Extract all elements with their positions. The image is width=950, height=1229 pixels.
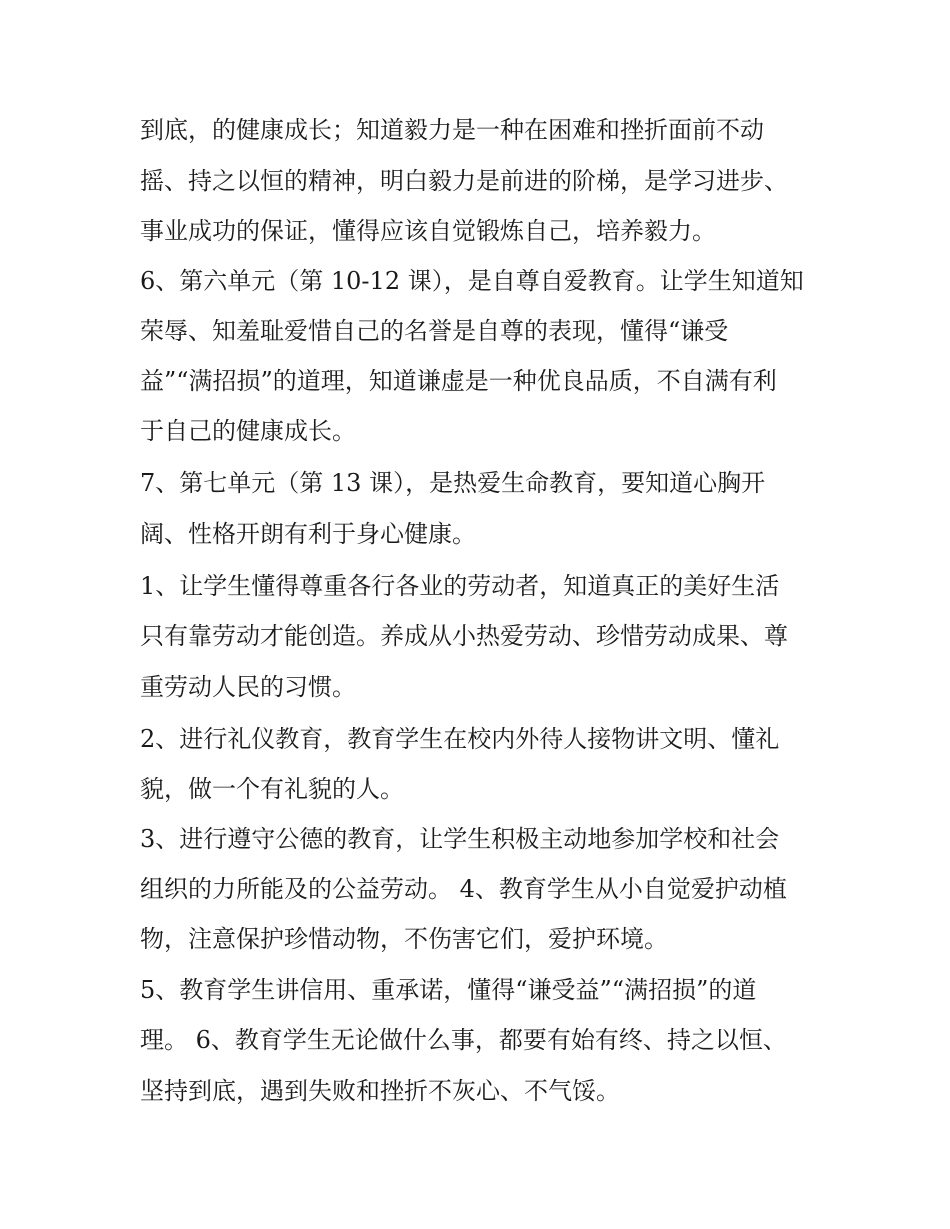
text-line: 荣辱、知羞耻爱惜自己的名誉是自尊的表现，懂得“谦受 xyxy=(140,317,729,345)
text-line: 事业成功的保证，懂得应该自觉锻炼自己，培养毅力。 xyxy=(140,217,716,245)
text-line: 于自己的健康成长。 xyxy=(140,417,356,445)
text-line: 7、第七单元（第 13 课），是热爱生命教育，要知道心胸开 xyxy=(140,469,766,497)
text-line: 2、进行礼仪教育，教育学生在校内外待人接物讲文明、懂礼 xyxy=(140,725,780,753)
text-line: 摇、持之以恒的精神，明白毅力是前进的阶梯，是学习进步、 xyxy=(140,167,788,195)
text-line: 理。 6、教育学生无论做什么事，都要有始有终、持之以恒、 xyxy=(140,1026,787,1054)
text-line: 6、第六单元（第 10-12 课），是自尊自爱教育。让学生知道知 xyxy=(140,267,804,295)
text-line: 益”“满招损”的道理，知道谦虚是一种优良品质，不自满有利 xyxy=(140,367,777,395)
text-line: 1、让学生懂得尊重各行各业的劳动者，知道真正的美好生活 xyxy=(140,572,780,600)
text-line: 物，注意保护珍惜动物，不伤害它们，爱护环境。 xyxy=(140,925,668,953)
text-line: 貌，做一个有礼貌的人。 xyxy=(140,775,404,803)
text-line: 到底，的健康成长；知道毅力是一种在困难和挫折面前不动 xyxy=(140,116,764,144)
text-line: 3、进行遵守公德的教育，让学生积极主动地参加学校和社会 xyxy=(140,825,780,853)
text-line: 组织的力所能及的公益劳动。 4、教育学生从小自觉爱护动植 xyxy=(140,875,787,903)
text-line: 重劳动人民的习惯。 xyxy=(140,673,356,701)
text-line: 阔、性格开朗有利于身心健康。 xyxy=(140,520,476,548)
text-line: 5、教育学生讲信用、重承诺，懂得“谦受益”“满招损”的道 xyxy=(140,976,757,1004)
text-line: 坚持到底，遇到失败和挫折不灰心、不气馁。 xyxy=(140,1077,620,1105)
text-line: 只有靠劳动才能创造。养成从小热爱劳动、珍惜劳动成果、尊 xyxy=(140,622,788,650)
